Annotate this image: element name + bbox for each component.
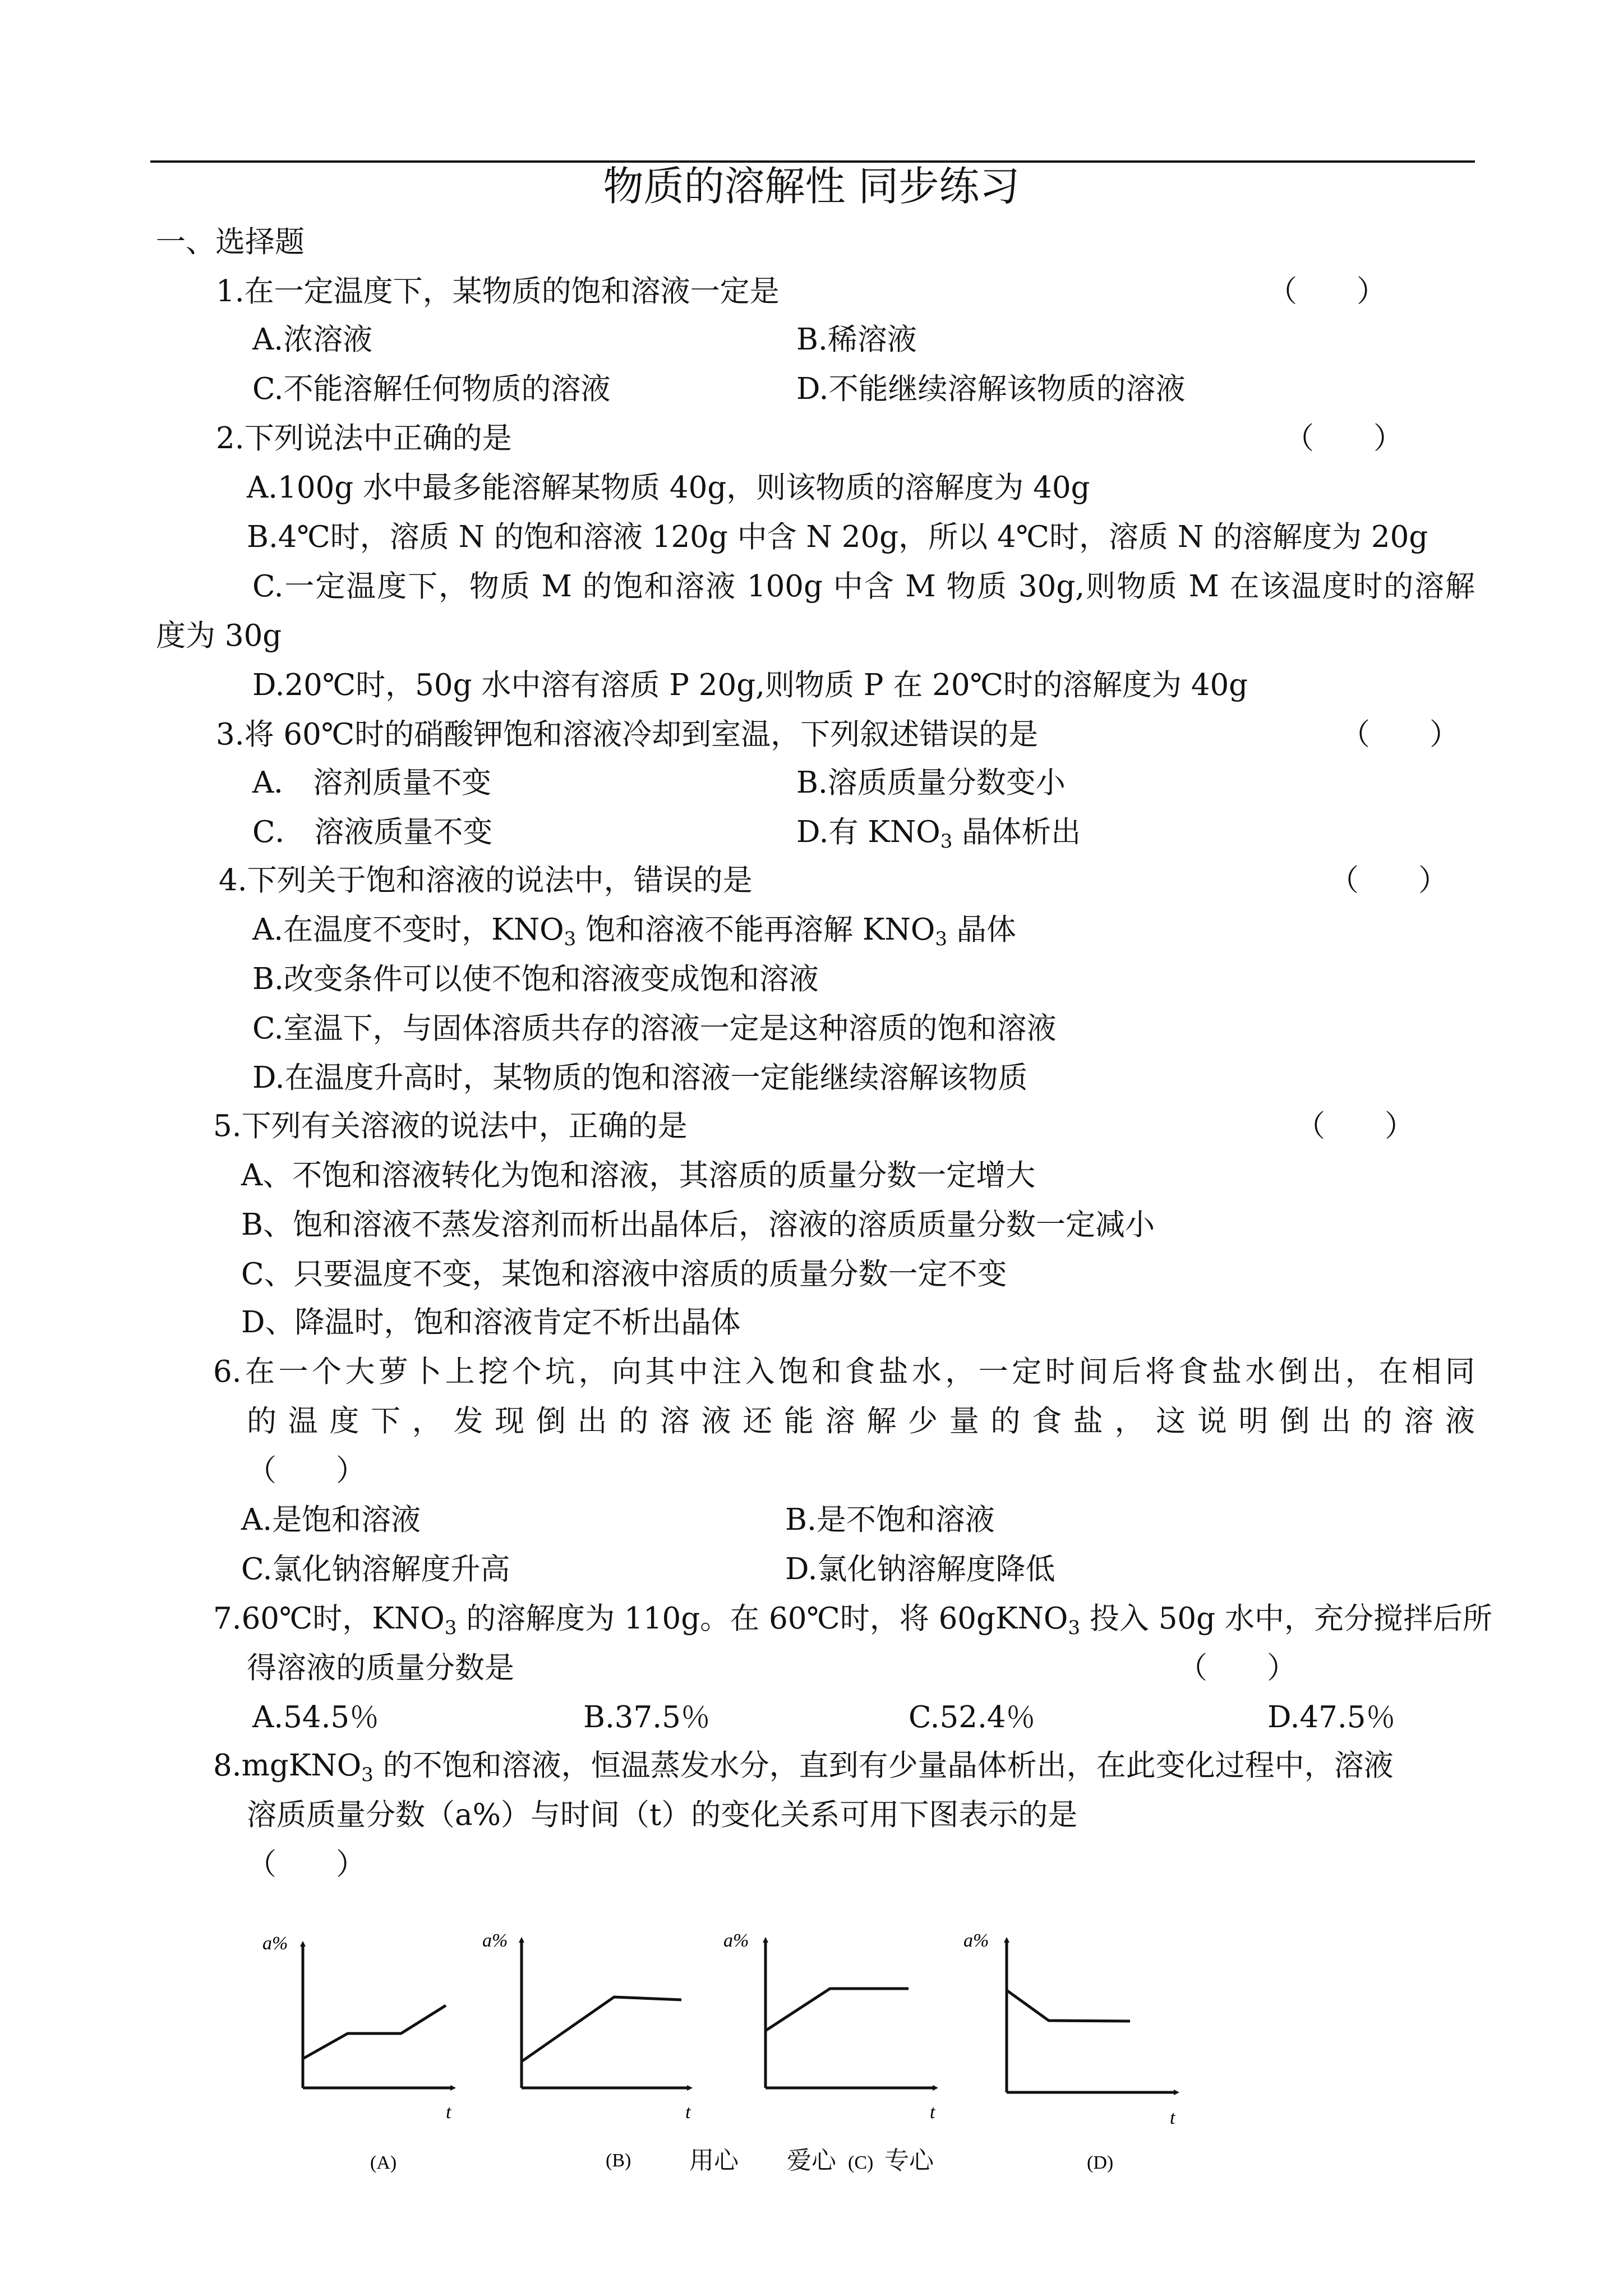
graph-a-ylabel: a% (262, 1933, 288, 1954)
q3-stem: 3.将 60℃时的硝酸钾饱和溶液冷却到室温，下列叙述错误的是 (216, 717, 1039, 752)
q7-answer-blank: （ ） (1178, 1651, 1297, 1685)
q7-option-c: C.52.4％ (909, 1700, 1036, 1734)
q5-stem: 5.下列有关溶液的说法中，正确的是 (213, 1109, 688, 1143)
q1-option-d: D.不能继续溶解该物质的溶液 (796, 372, 1186, 406)
q4-answer-blank: （ ） (1329, 863, 1448, 898)
q4-option-a: A.在温度不变时，$KNO_3$ 饱和溶液不能再溶解 $KNO_3$ 晶体 (252, 913, 1016, 950)
footer-text-2: 爱心 (787, 2146, 836, 2175)
q3-option-b: B.溶质质量分数变小 (796, 766, 1066, 800)
graph-a-curve (303, 2005, 446, 2059)
graph-c-xlabel: t (930, 2102, 935, 2123)
q1-option-b: B.稀溶液 (796, 323, 917, 357)
q7-stem-line2: 得溶液的质量分数是 (247, 1651, 514, 1685)
q4-option-b: B.改变条件可以使不饱和溶液变成饱和溶液 (252, 962, 819, 996)
graph-a (262, 1933, 453, 2173)
q3-answer-blank: （ ） (1340, 717, 1459, 752)
q6-option-b: B.是不饱和溶液 (785, 1503, 995, 1537)
q2-option-c-line1: C.一定温度下，物质 M 的饱和溶液 100g 中含 M 物质 30g,则物质 M 在该温度时的溶解 (252, 569, 1475, 604)
page-title: 物质的溶解性 同步练习 (603, 163, 1020, 210)
graph-c-curve (766, 1989, 909, 2031)
q2-option-a: A.100g 水中最多能溶解某物质 40g，则该物质的溶解度为 40g (247, 471, 1090, 505)
q2-option-d: D.20℃时，50g 水中溶有溶质 P 20g,则物质 P 在 20℃时的溶解度为 40g (252, 668, 1248, 702)
graph-b-caption: (B) (606, 2150, 631, 2171)
graph-d-curve (1007, 1990, 1130, 2021)
q5-answer-blank: （ ） (1295, 1109, 1414, 1143)
q7-option-b: B.37.5％ (583, 1700, 711, 1734)
q5-option-b: B、饱和溶液不蒸发溶剂而析出晶体后，溶液的溶质质量分数一定减小 (241, 1208, 1155, 1242)
q5-option-c: C、只要温度不变，某饱和溶液中溶质的质量分数一定不变 (241, 1257, 1007, 1291)
graph-a-xlabel: t (446, 2102, 451, 2123)
footer-text-3: 专心 (884, 2146, 934, 2175)
graph-a-caption: (A) (370, 2152, 397, 2173)
q2-option-b: B.4℃时，溶质 N 的饱和溶液 120g 中含 N 20g，所以 4℃时，溶质 N 的溶解度为 20g (247, 520, 1428, 554)
q6-stem-line2: 的温度下，发现倒出的溶液还能溶解少量的食盐，这说明倒出的溶液 (247, 1404, 1475, 1438)
graph-d-ylabel: a% (963, 1930, 989, 1951)
q5-option-d: D、降温时，饱和溶液肯定不析出晶体 (241, 1305, 741, 1340)
graph-b-curve (522, 1997, 681, 2062)
q2-stem: 2.下列说法中正确的是 (216, 421, 512, 455)
q8-stem-line1: 8.mgKNO$_3$ 的不饱和溶液，恒温蒸发水分，直到有少量晶体析出，在此变化过程中，溶液 (213, 1749, 1394, 1786)
page-footer (0, 2144, 1623, 2178)
q1-answer-blank: （ ） (1267, 274, 1386, 309)
graph-d (963, 1930, 1177, 2173)
q6-option-d: D.氯化钠溶解度降低 (785, 1552, 1055, 1586)
q7-option-a: A.54.5％ (252, 1700, 380, 1734)
q1-stem: 1.在一定温度下，某物质的饱和溶液一定是 (216, 274, 780, 309)
q4-option-d: D.在温度升高时，某物质的饱和溶液一定能继续溶解该物质 (252, 1061, 1028, 1095)
section-heading: 一、选择题 (156, 225, 305, 259)
q8-stem-line2: 溶质质量分数（a%）与时间（t）的变化关系可用下图表示的是 (247, 1798, 1078, 1832)
q6-option-a: A.是饱和溶液 (241, 1503, 421, 1537)
q5-option-a: A、不饱和溶液转化为饱和溶液，其溶质的质量分数一定增大 (241, 1158, 1036, 1193)
graph-c-ylabel: a% (723, 1930, 749, 1951)
q6-option-c: C.氯化钠溶解度升高 (241, 1552, 510, 1586)
q3-option-a: A． 溶剂质量不变 (252, 766, 492, 800)
q4-option-c: C.室温下，与固体溶质共存的溶液一定是这种溶质的饱和溶液 (252, 1011, 1057, 1046)
q6-answer-blank: （ ） (247, 1453, 366, 1488)
footer-text-1: 用心 (689, 2146, 739, 2175)
graph-b (482, 1930, 691, 2171)
q3-option-d: D.有 $KNO_3$ 晶体析出 (796, 815, 1081, 853)
graph-b-xlabel: t (685, 2102, 691, 2123)
graph-d-xlabel: t (1170, 2108, 1175, 2128)
q4-stem: 4.下列关于饱和溶液的说法中，错误的是 (219, 863, 753, 898)
q7-option-d: D.47.5％ (1267, 1700, 1396, 1734)
graph-b-ylabel: a% (482, 1930, 508, 1951)
q7-stem-line1: 7.60℃时，$KNO_3$ 的溶解度为 110g。在 60℃时，将 60gKNO$_3$ 投入 50g 水中，充分搅拌后所 (213, 1602, 1492, 1639)
q2-answer-blank: （ ） (1284, 421, 1403, 455)
q6-stem-line1: 6.在一个大萝卜上挖个坑，向其中注入饱和食盐水，一定时间后将食盐水倒出，在相同 (213, 1355, 1475, 1389)
q3-option-c: C． 溶液质量不变 (252, 815, 493, 849)
graph-c-caption: (C) (848, 2152, 874, 2173)
q8-answer-blank: （ ） (247, 1847, 366, 1881)
q1-option-c: C.不能溶解任何物质的溶液 (252, 372, 611, 406)
graph-d-caption: (D) (1087, 2152, 1114, 2173)
q1-option-a: A.浓溶液 (252, 323, 373, 357)
q2-option-c-line2: 度为 30g (156, 619, 282, 653)
graph-c (723, 1930, 936, 2173)
